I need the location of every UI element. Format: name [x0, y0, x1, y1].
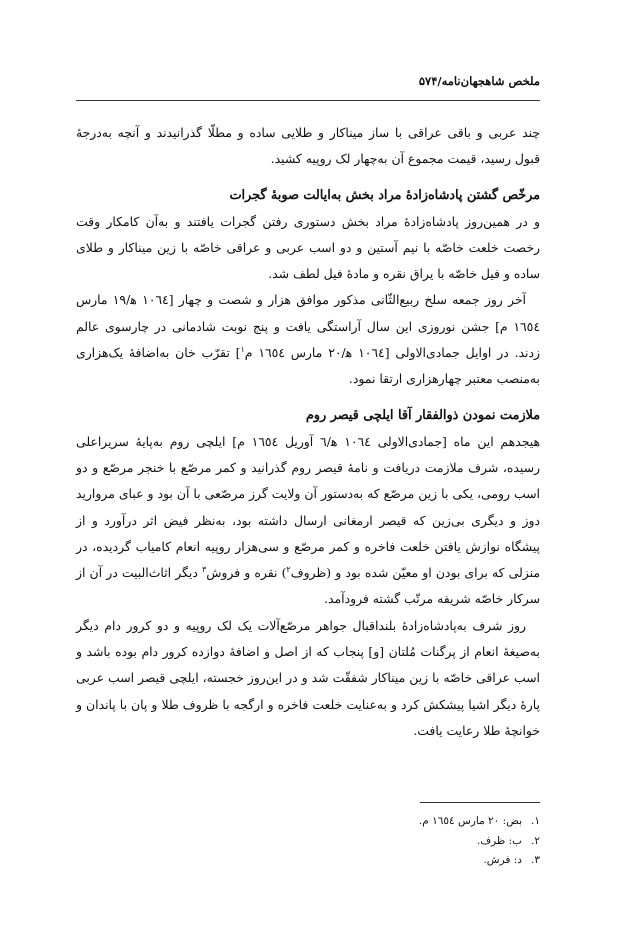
paragraph-3-text-b: ] تقرّب خان به‌اضافهٔ یک‌هزاری به‌منصب معتبر چهارهزاری ارتقا نمود. — [76, 345, 540, 387]
footnote-text: بض: ٢٠ مارس ١٦٥٤ م. — [418, 815, 522, 827]
main-text — [76, 120, 540, 744]
paragraph-2: و در همین‌روز پادشاه‌زادهٔ مراد بخش دستوری رفتن گجرات یافتند و به‌آن کامکار وقت رخصت خلعت خاصّه با نیم آستین و دو اسب عربی و عراقی خاصّه با زین میناکار و طلای ساده و فیل خاصّه با یراق نقره و مادهٔ فیل لطف شد. — [76, 213, 540, 282]
running-header: ملخص شاهجهان‌نامه/۵۷۴ — [418, 74, 540, 88]
header-rule — [76, 100, 540, 101]
footnote-ref-1: ١ — [240, 344, 245, 354]
footnote-ref-2: ٢ — [286, 565, 291, 575]
footnote-text: د: فرش. — [483, 854, 522, 866]
footnote-ref-3: ٣ — [201, 565, 207, 575]
paragraph-3 — [76, 287, 540, 392]
footnote-1 — [76, 812, 540, 832]
paragraph-4-text-b: ) نقره و فروش — [206, 565, 287, 581]
footnote-rule — [420, 802, 540, 803]
paragraph-5: روز شرف به‌پادشاه‌زادهٔ بلنداقبال جواهر مرصّع‌آلات یک لک روپیه و دو کرور دام دیگر به‌صیغهٔ انعام از پرگنات مُلتان [و] پنجاب که از اصل و اضافهٔ دوازده کرور دام بوده باشد و اسب عراقی خاصّه با زین میناکار شفقّت شد و در این‌روز خجسته، ایلچی قیصر اسب عربی پارهٔ دیگر اشیا پیشکش کرد و به‌عنایت خلعت فاخره و ارگجه با ظروف طلا و پان با پاندان و خوانچهٔ طلا رعایت یافت. — [76, 617, 540, 738]
footnote-2 — [76, 832, 540, 852]
footnote-3 — [76, 851, 540, 871]
paragraph-1: چند عربی و باقی عراقی با ساز میناکار و طلایی ساده و مطلّا گذرانیدند و آنچه به‌درجهٔ قبول رسید، قیمت مجموع آن به‌چهار لک روپیه کشید. — [76, 125, 540, 167]
footnote-text: ب: ظرف. — [476, 834, 522, 847]
paragraph-3-text-a: آخر روز جمعه سلخ ربیع‌الثّانی مذکور موافق هزار و شصت و چهار [١٠٦٤ ه‍/١٩ مارس ١٦٥٤ م] جشن نوروزی این سال آراستگی یافت و پنج نوبت شادمانی در چارسوی عالم زدند. در اوایل جمادی‌الاولی [١٠٦٤ ه‍/٢٠ مارس ١٦٥٤ م — [76, 292, 540, 361]
footnote-number: ٢. — [531, 834, 540, 847]
section-heading-gujarat: مرخّص گشتن پادشاه‌زادهٔ مراد بخش به‌ایالت صوبهٔ گجرات — [229, 187, 540, 203]
paragraph-4 — [76, 429, 540, 613]
section-heading-envoy: ملازمت نمودن ذوالفقار آقا ایلچی قیصر روم — [305, 407, 540, 423]
paragraph-4-text-c: دیگر اثاث‌البیت در آن از سرکار خاصّه شریفه مرتّب گشته فرودآمد. — [76, 565, 540, 607]
paragraph-4-text-a: هیجدهم این ماه [جمادی‌الاولی ١٠٦٤ ه‍/٦ آوریل ١٦٥٤ م] ایلچی روم به‌پایهٔ سریراعلی رسیده، شرف ملازمت دریافت و نامهٔ قیصر روم گذرانید و کمر مرصّع با خنجر مرصّع و دو اسب رومی، یکی با زین مرصّع که به‌دستور آن ولایت گرز مرصّعی با آن بود و عبای مروارید دوز و دیگری بی‌زین که قیصر ارمغانی ارسال داشته بود، به‌نظر فیض اثر درآورد و از پیشگاه نوازش یافتن خلعت فاخره و کمر مرصّع و سی‌هزار روپیه انعام کامیاب گردیده، در منزلی که برای بودن او معیّن شده بود و (ظروف — [76, 433, 540, 581]
footnotes — [76, 812, 540, 871]
footnote-number: ١. — [531, 815, 540, 827]
footnote-number: ٣. — [531, 854, 540, 866]
